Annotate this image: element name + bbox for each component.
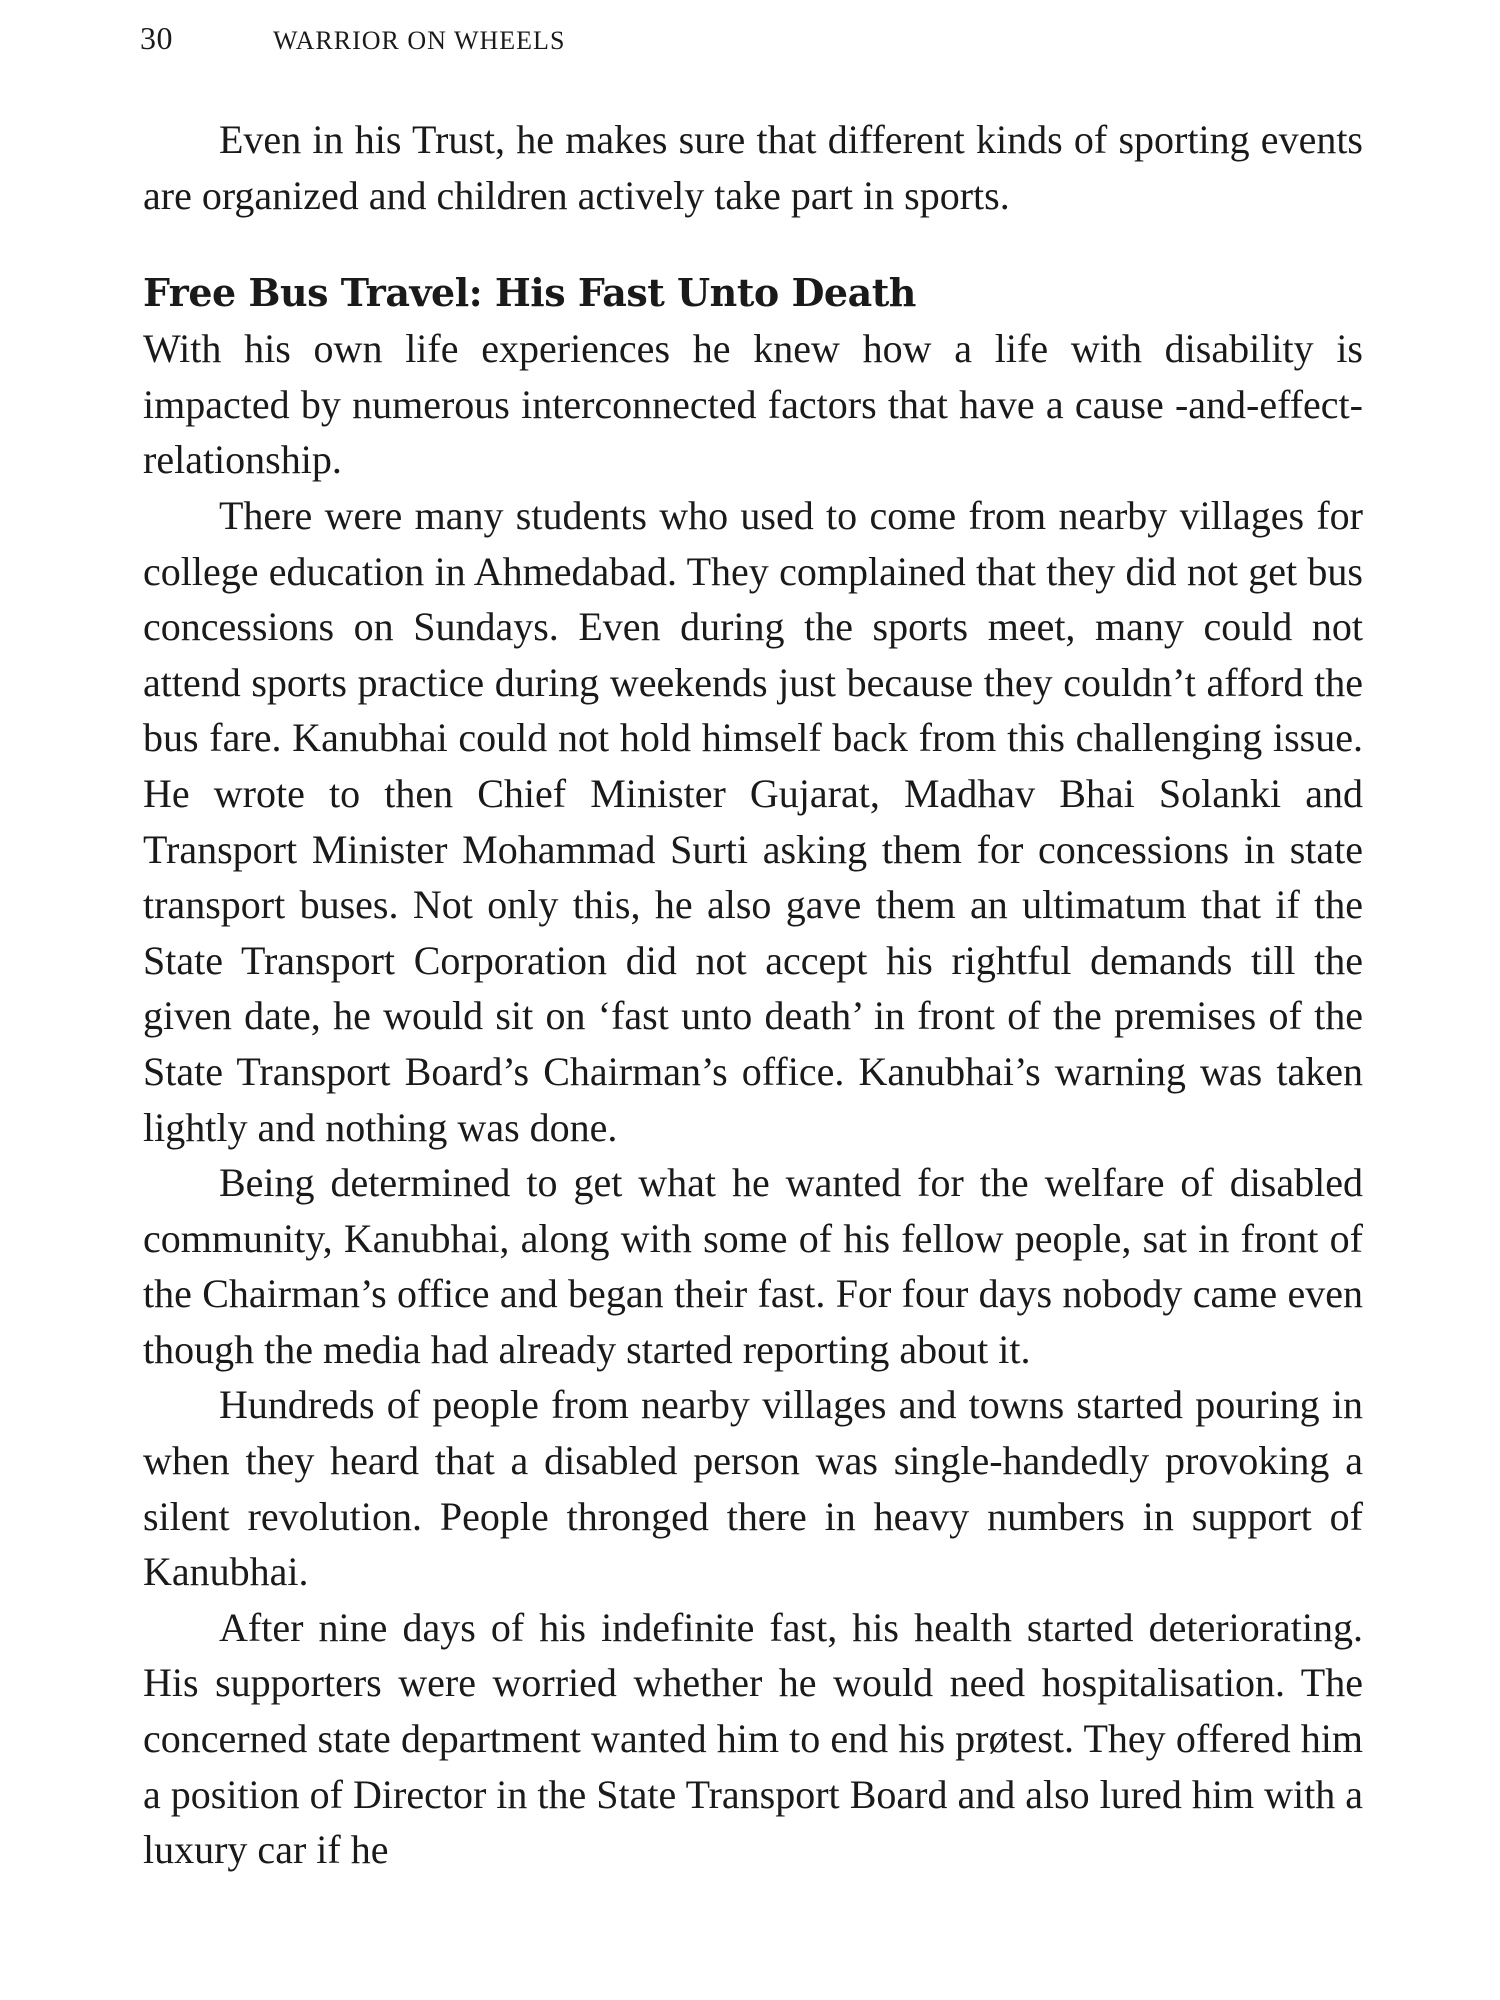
running-header bbox=[140, 20, 565, 64]
paragraph-2: There were many students who used to come from nearby villages for college education in Ahmedabad. They complained that they did not get bus concessions on Sundays. Even during the sports meet, many could not attend sports practice during weekends just because they couldn’t afford the bus fare. Kanubhai could not hold himself back from this challenging issue. He wrote to then Chief Minister Gujarat, Madhav Bhai Solanki and Transport Minister Mohammad Surti asking them for concessions in state transport buses. Not only this, he also gave them an ultimatum that if the State Transport Corporation did not accept his rightful demands till the given date, he would sit on ‘fast unto death’ in front of the premises of the State Transport Board’s Chairman’s office. Kanubhai’s warning was taken lightly and nothing was done. bbox=[143, 492, 1363, 1150]
section-heading: Free Bus Travel: His Fast Unto Death bbox=[143, 270, 916, 316]
book-title: WARRIOR ON WHEELS bbox=[273, 26, 566, 55]
body-text bbox=[143, 112, 1363, 1878]
intro-paragraph: Even in his Trust, he makes sure that different kinds of sporting events are organized and children actively take part in sports. bbox=[143, 117, 1363, 218]
page-number: 30 bbox=[140, 20, 173, 56]
paragraph-3: Being determined to get what he wanted for the welfare of disabled community, Kanubhai, along with some of his fellow people, sat in front of the Chairman’s office and began their fast. For four days nobody came even though the media had already started reporting about it. bbox=[143, 1160, 1363, 1372]
paragraph-5: After nine days of his indefinite fast, his health started deteriorating. His supporters were worried whether he would need hospitalisation. The concerned state department wanted him to end his prøtest. They offered him a position of Director in the State Transport Board and also lured him with a luxury car if he bbox=[143, 1604, 1363, 1873]
paragraph-4: Hundreds of people from nearby villages and towns started pouring in when they heard that a disabled person was single-handedly provoking a silent revolution. People thronged there in heavy numbers in support of Kanubhai. bbox=[143, 1382, 1363, 1595]
paragraph-1: With his own life experiences he knew how a life with disability is impacted by numerous interconnected factors that have a cause -and-effect-relationship. bbox=[143, 326, 1363, 483]
